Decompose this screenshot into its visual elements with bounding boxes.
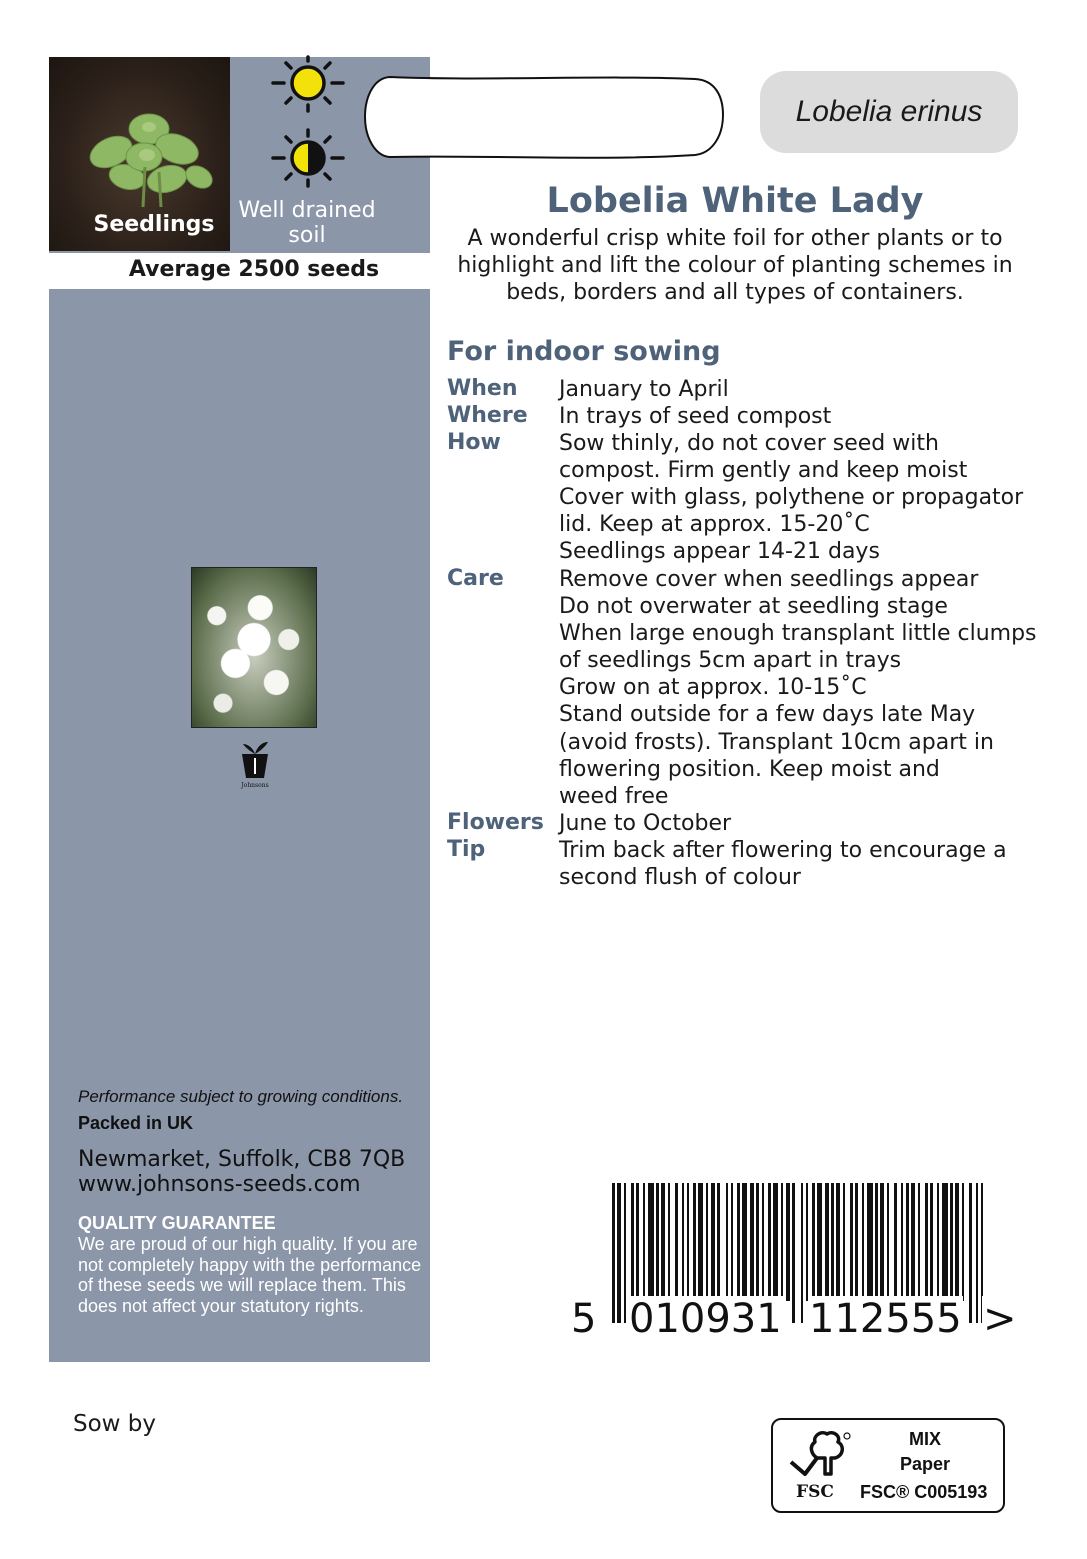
soil-label [232, 198, 382, 248]
row-label-where: Where [447, 403, 528, 428]
row-label-how: How [447, 430, 501, 455]
fsc-tree-icon [783, 1428, 853, 1484]
row-label-tip: Tip [447, 837, 486, 862]
barcode-bar [781, 1183, 783, 1301]
barcode-bar [867, 1183, 873, 1301]
white-lobelia-photo [191, 567, 317, 728]
fsc-mix: MIX [908, 1429, 941, 1449]
latin-name: Lobelia erinus [795, 95, 983, 128]
product-title: Lobelia White Lady [546, 181, 924, 221]
barcode-right-group: 112555 [809, 1296, 962, 1342]
barcode-bar [656, 1183, 659, 1301]
row-label-when: When [447, 376, 518, 401]
fsc-letters: FSC [796, 1482, 834, 1502]
barcode-bar [706, 1183, 708, 1301]
barcode-bar [930, 1183, 933, 1301]
barcode-bar [911, 1183, 915, 1301]
soil-label-line2: soil [288, 223, 326, 248]
barcode-bar [698, 1183, 703, 1301]
barcode-bar [731, 1183, 733, 1301]
barcode-left-group: 010931 [629, 1296, 782, 1342]
barcode-bar [668, 1183, 670, 1301]
barcode-bar [925, 1183, 928, 1301]
sow-by-label: Sow by [73, 1411, 157, 1437]
barcode-bar [962, 1183, 964, 1301]
barcode-bar [843, 1183, 845, 1301]
barcode-bar [836, 1183, 840, 1301]
barcode-first-digit: 5 [571, 1296, 597, 1342]
barcode-bar [631, 1183, 634, 1301]
barcode-bar [768, 1183, 771, 1301]
guarantee-title: QUALITY GUARANTEE [78, 1213, 276, 1233]
row-text-flowers: June to October [559, 811, 732, 836]
barcode-bar [648, 1183, 654, 1301]
barcode-bar [762, 1183, 764, 1301]
fsc-code: FSC® C005193 [860, 1482, 988, 1502]
barcode-bar [773, 1183, 778, 1301]
guarantee-text: We are proud of our high quality. If you are not completely happy with the performance of these seeds we will replace them. This does not affect your statutory rights. [78, 1234, 422, 1317]
barcode-bar [825, 1183, 829, 1301]
barcode-bar [812, 1183, 815, 1301]
barcode-bar [887, 1183, 889, 1301]
barcode-bar [850, 1183, 853, 1301]
barcode-bar [942, 1183, 948, 1301]
barcode-bar [786, 1183, 790, 1301]
barcode-bar [742, 1183, 747, 1301]
barcode-bar [894, 1183, 897, 1301]
barcode-bar [875, 1183, 878, 1301]
sowing-heading: For indoor sowing [447, 336, 721, 367]
barcode-bar [806, 1183, 808, 1301]
packed-in: Packed in UK [78, 1113, 194, 1133]
sun-icon [270, 55, 346, 131]
half-sun-icon [270, 128, 346, 192]
performance-note: Performance subject to growing conditions. [78, 1087, 404, 1106]
barcode-bar [711, 1183, 715, 1301]
barcode-bar [855, 1183, 858, 1301]
barcode-bar [636, 1183, 639, 1301]
barcode-bar [661, 1183, 665, 1301]
row-text-when: January to April [559, 377, 729, 402]
barcode-bar [906, 1183, 909, 1301]
row-label-care: Care [447, 566, 504, 591]
seedlings-label: Seedlings [93, 212, 215, 237]
barcode-bar [737, 1183, 740, 1301]
row-text-where: In trays of seed compost [559, 404, 832, 429]
barcode-bar [817, 1183, 822, 1301]
barcode-bar [756, 1183, 759, 1301]
barcode-bar [862, 1183, 864, 1301]
barcode-end-marker: > [983, 1296, 1017, 1342]
row-text-care: Remove cover when seedlings appear Do not overwater at seedling stage When large enough transplant little clumps of seedlings 5cm apart in trays Grow on at approx. 10-15˚C Stand outside for a few days late May (avoid frosts). Transplant 10cm apart in flowering position. Keep moist and weed free [559, 567, 1037, 809]
barcode-bar [726, 1183, 728, 1301]
product-description: A wonderful crisp white foil for other plants or to highlight and lift the colour of planting schemes in beds, borders and all types of containers. [457, 226, 1013, 305]
seed-count: Average 2500 seeds [128, 257, 380, 282]
barcode-bar [831, 1183, 834, 1301]
website-link[interactable]: www.johnsons-seeds.com [78, 1172, 361, 1197]
row-text-how: Sow thinly, do not cover seed with compost. Firm gently and keep moist Cover with glass, polythene or propagator lid. Keep at approx. 15-20˚C Seedlings appear 14-21 days [559, 431, 1024, 565]
soil-label-line1: Well drained [238, 198, 376, 223]
row-text-tip: Trim back after flowering to encourage a second flush of colour [559, 838, 1007, 891]
barcode-digits [570, 1296, 1015, 1342]
barcode-bar [717, 1183, 720, 1301]
barcode-bar [682, 1183, 684, 1301]
johnsons-logo [236, 740, 274, 790]
row-label-flowers: Flowers [447, 810, 544, 835]
barcode-bar [918, 1183, 920, 1301]
barcode-bar [693, 1183, 696, 1301]
barcode-bar [675, 1183, 678, 1301]
barcode-bar [901, 1183, 903, 1301]
barcode-bar [955, 1183, 959, 1301]
barcode-bar [687, 1183, 689, 1301]
barcode-bar [880, 1183, 884, 1301]
address: Newmarket, Suffolk, CB8 7QB [78, 1147, 406, 1172]
barcode-bar [643, 1183, 645, 1301]
fsc-paper: Paper [899, 1454, 951, 1474]
blank-label [363, 71, 725, 163]
barcode-bar [937, 1183, 939, 1301]
logo-text: Johnsons [241, 782, 269, 789]
barcode-bar [750, 1183, 754, 1301]
barcode-bar [950, 1183, 953, 1301]
